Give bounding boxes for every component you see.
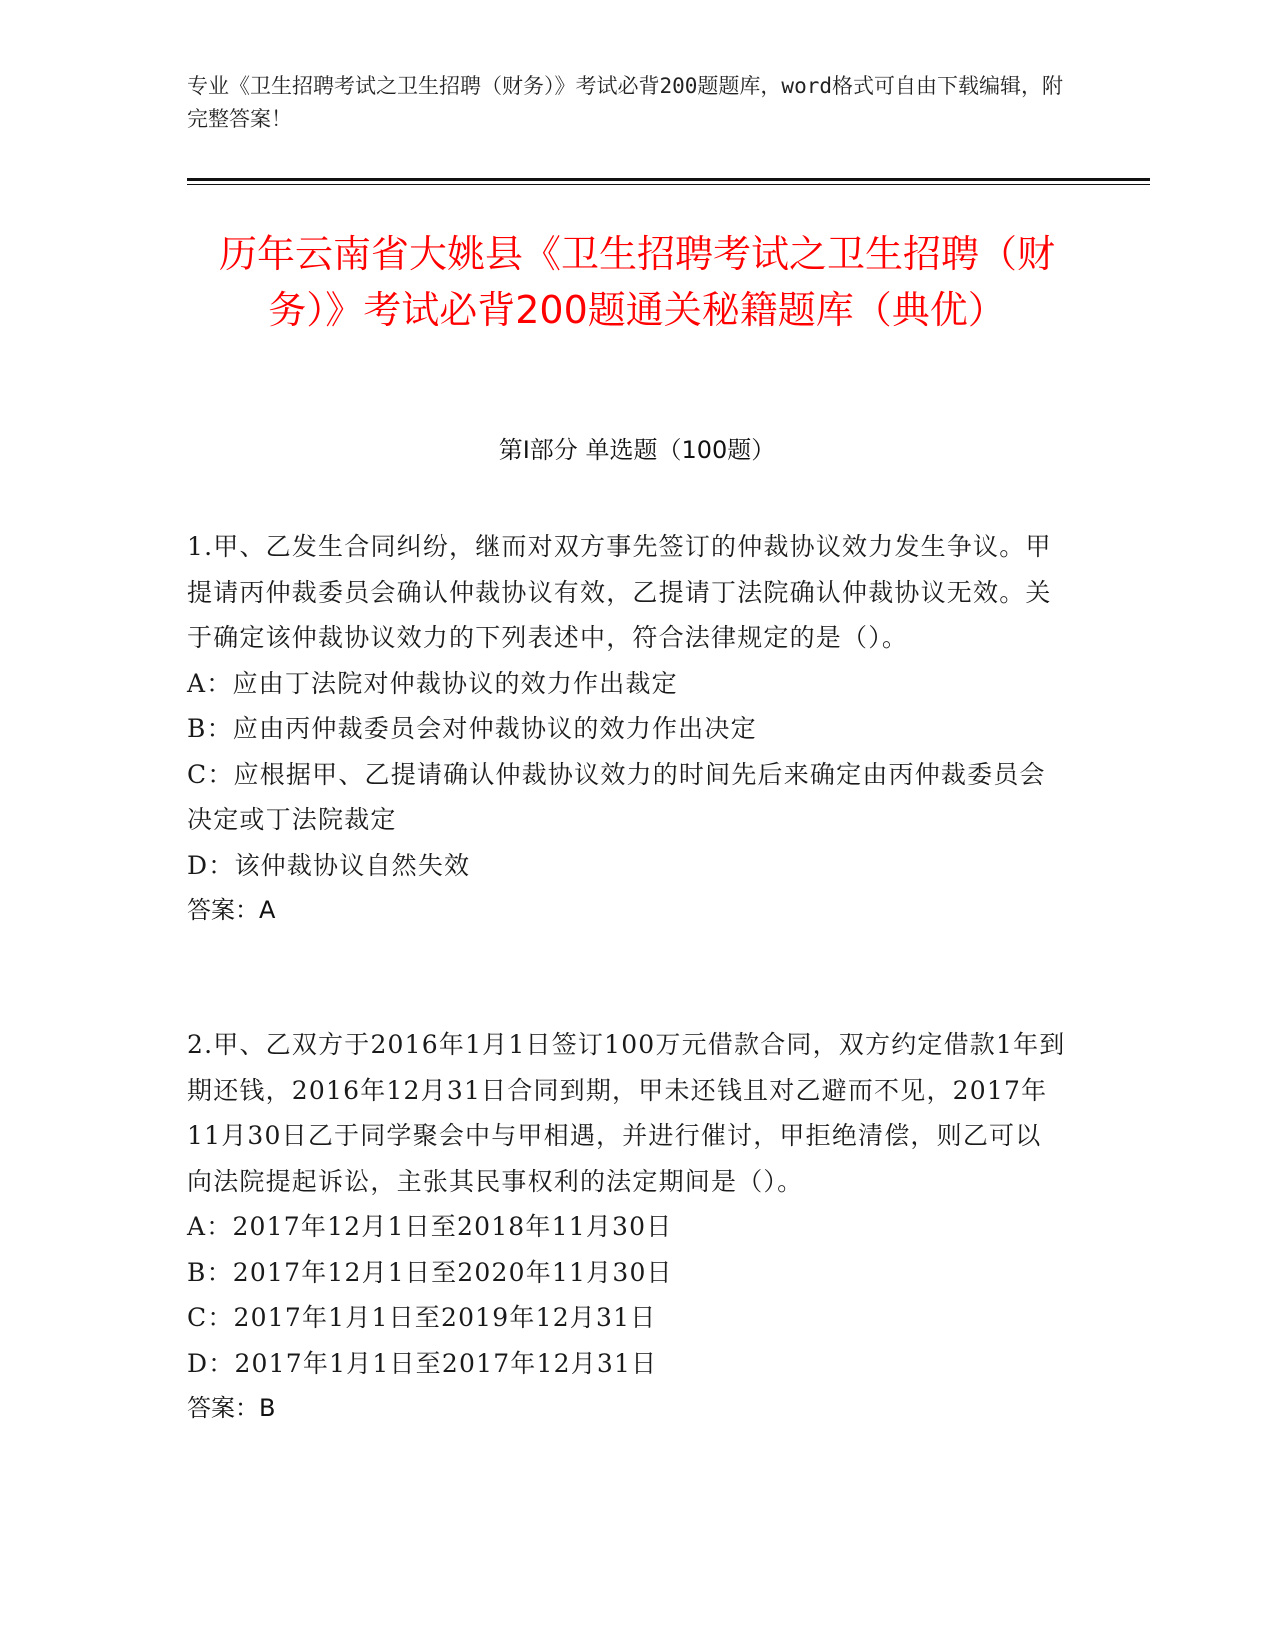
option-c: C：应根据甲、乙提请确认仲裁协议效力的时间先后来确定由丙仲裁委员会决定或丁法院裁定: [187, 759, 1046, 834]
option-a: A：应由丁法院对仲裁协议的效力作出裁定: [187, 668, 678, 698]
question-stem: 2.甲、乙双方于2016年1月1日签订100万元借款合同，双方约定借款1年到期还钱，2016年12月31日合同到期，甲未还钱且对乙避而不见，2017年11月30日乙于同学聚会中与甲相遇，并进行催讨，甲拒绝清偿，则乙可以向法院提起诉讼，主张其民事权利的法定期间是（）。: [187, 1030, 1066, 1196]
header-divider-thin: [187, 184, 1150, 185]
question-1: [187, 524, 1067, 934]
option-a: A：2017年12月1日至2018年11月30日: [187, 1212, 673, 1241]
option-d: D：2017年1月1日至2017年12月31日: [187, 1348, 658, 1378]
document-title: 历年云南省大姚县《卫生招聘考试之卫生招聘（财务）》考试必背200题通关秘籍题库（典优）: [218, 232, 1055, 332]
option-b: B：2017年12月1日至2020年11月30日: [187, 1257, 673, 1287]
option-c: C：2017年1月1日至2019年12月31日: [187, 1303, 657, 1332]
question-stem: 1.甲、乙发生合同纠纷，继而对双方事先签订的仲裁协议效力发生争议。甲提请丙仲裁委员会确认仲裁协议有效，乙提请丁法院确认仲裁协议无效。关于确定该仲裁协议效力的下列表述中，符合法律规定的是（）。: [187, 532, 1052, 652]
question-2: [187, 1022, 1067, 1432]
answer-line: 答案：B: [187, 1394, 276, 1422]
answer-line: 答案：A: [187, 896, 276, 924]
header-note: 专业《卫生招聘考试之卫生招聘（财务）》考试必背200题题库，word格式可自由下载编辑，附完整答案！: [187, 74, 1063, 131]
section-heading: 第Ⅰ部分 单选题（100题）: [498, 436, 776, 464]
header-divider-thick: [187, 178, 1150, 181]
option-d: D：该仲裁协议自然失效: [187, 850, 471, 880]
option-b: B：应由丙仲裁委员会对仲裁协议的效力作出决定: [187, 714, 757, 743]
